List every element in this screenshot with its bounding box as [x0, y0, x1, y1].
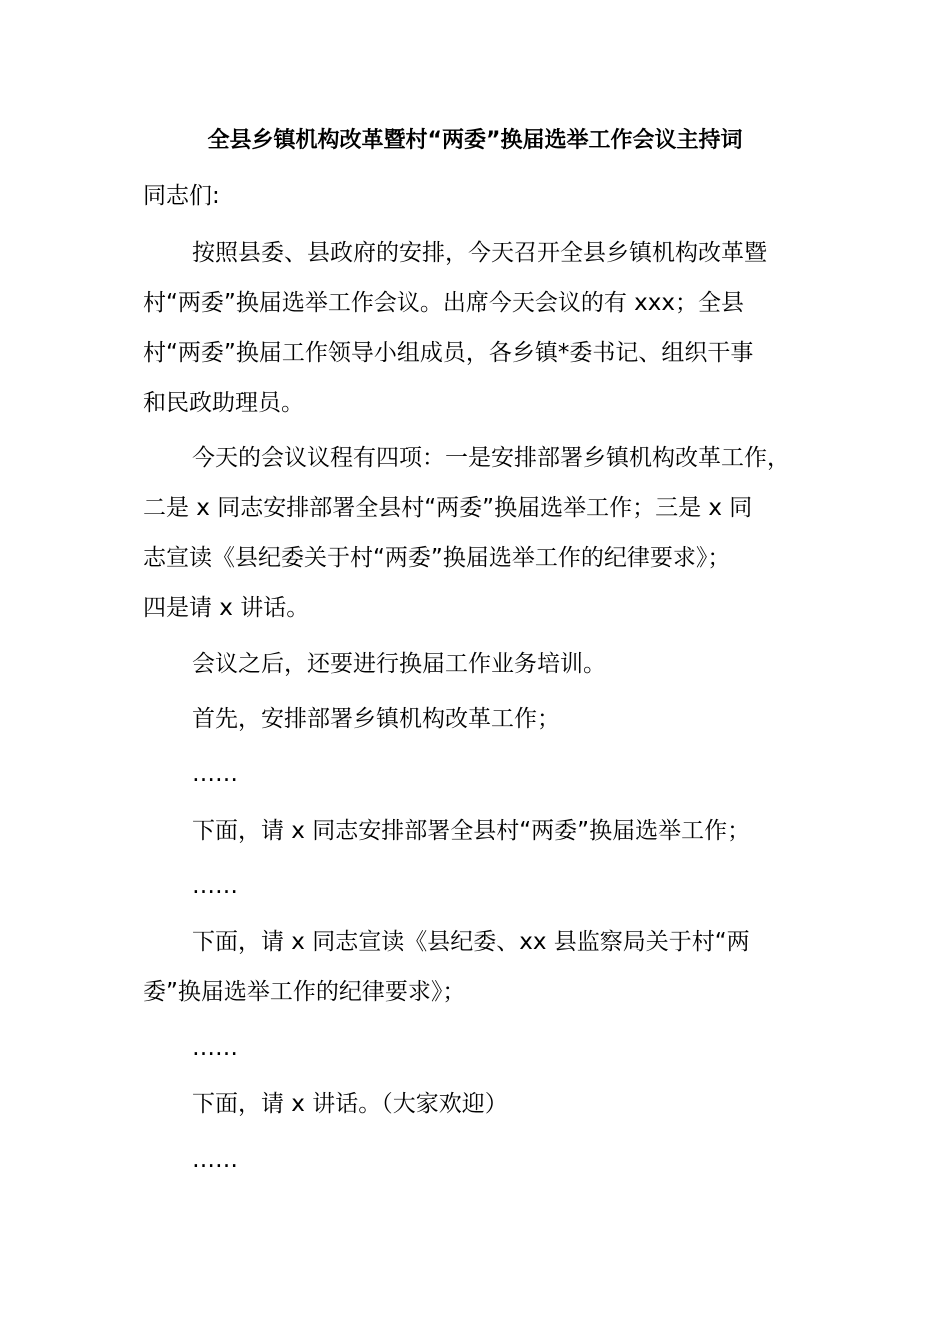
paragraph-line: 按照县委、县政府的安排，今天召开全县乡镇机构改革暨 — [192, 240, 767, 266]
ellipsis-line: …… — [192, 1147, 238, 1173]
salutation: 同志们: — [143, 183, 220, 209]
ellipsis-line: …… — [192, 1035, 238, 1061]
ellipsis-line: …… — [192, 761, 238, 787]
paragraph-line: 四是请 x 讲话。 — [143, 595, 310, 621]
paragraph-line: 村“两委”换届选举工作会议。出席今天会议的有 xxx；全县 — [143, 290, 744, 316]
paragraph-line: 下面，请 x 同志宣读《县纪委、xx 县监察局关于村“两 — [192, 929, 750, 955]
document-title: 全县乡镇机构改革暨村“两委”换届选举工作会议主持词 — [207, 128, 743, 153]
paragraph-line: 下面，请 x 讲话。（大家欢迎） — [192, 1091, 508, 1117]
paragraph-line: 志宣读《县纪委关于村“两委”换届选举工作的纪律要求》； — [143, 545, 731, 571]
paragraph-line: 首先，安排部署乡镇机构改革工作； — [192, 706, 560, 732]
paragraph-line: 会议之后，还要进行换届工作业务培训。 — [192, 651, 606, 677]
paragraph-line: 委”换届选举工作的纪律要求》； — [143, 979, 466, 1005]
paragraph-line: 村“两委”换届工作领导小组成员，各乡镇*委书记、组织干事 — [143, 340, 754, 366]
paragraph-line: 和民政助理员。 — [143, 390, 304, 416]
ellipsis-line: …… — [192, 873, 238, 899]
paragraph-line: 下面，请 x 同志安排部署全县村“两委”换届选举工作； — [192, 818, 751, 844]
paragraph-line: 今天的会议议程有四项：一是安排部署乡镇机构改革工作， — [192, 445, 790, 471]
paragraph-line: 二是 x 同志安排部署全县村“两委”换届选举工作；三是 x 同 — [143, 495, 753, 521]
